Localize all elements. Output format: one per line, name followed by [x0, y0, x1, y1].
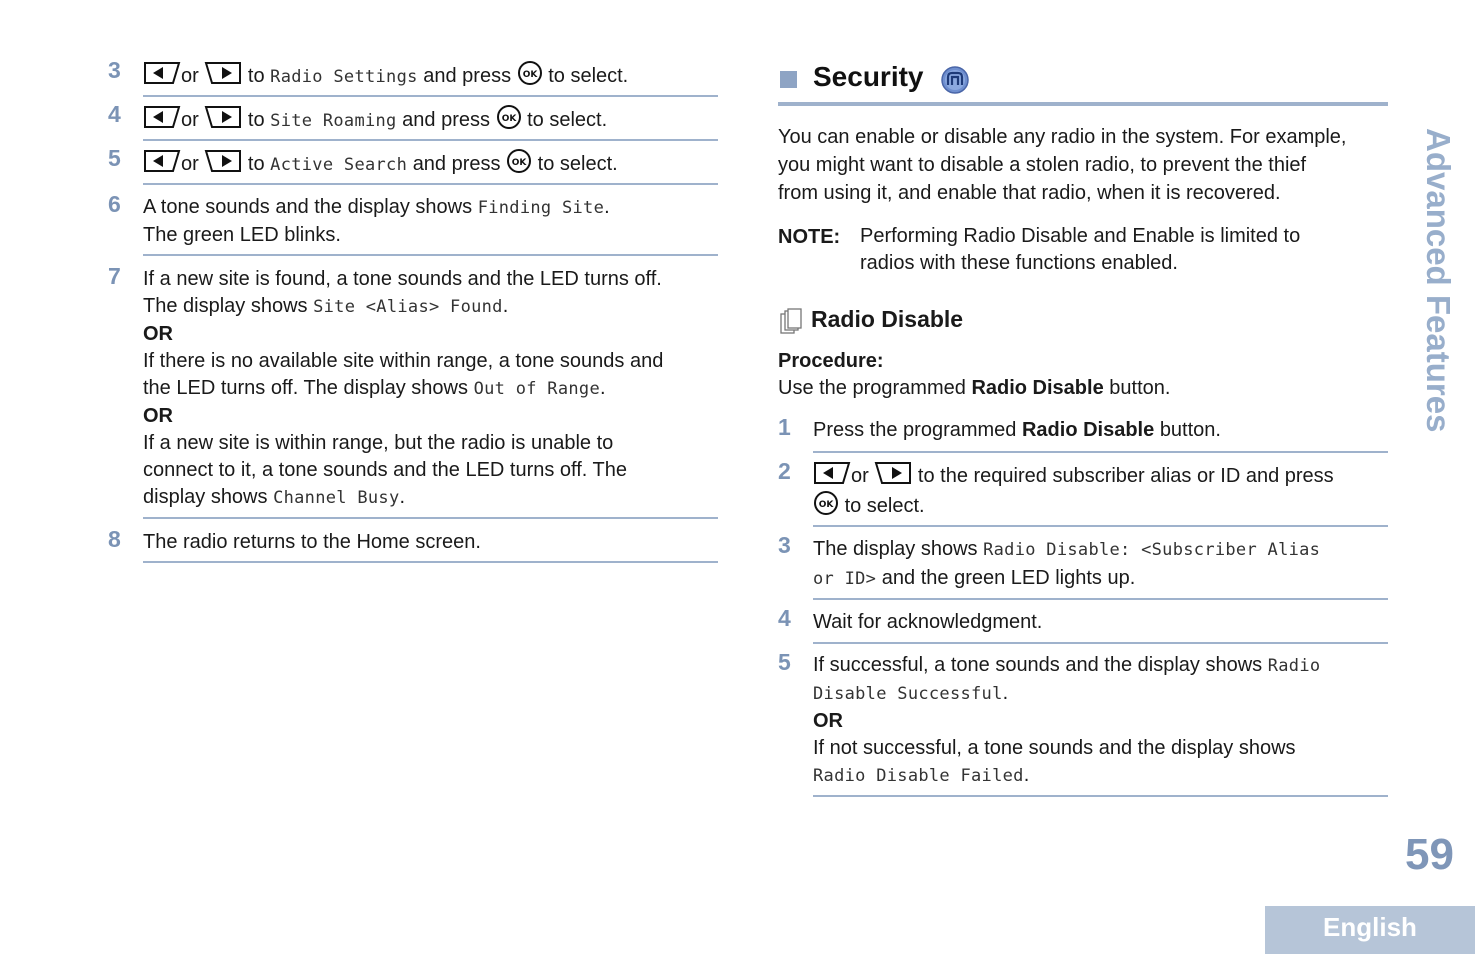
step-1: 1 Press the programmed Radio Disable button.: [778, 417, 1388, 453]
subheading-title: Radio Disable: [811, 306, 964, 332]
display-text: Disable Successful: [813, 684, 1003, 704]
display-text: Site <Alias> Found: [313, 297, 503, 317]
step-number: 3: [108, 57, 121, 83]
or-label: OR: [813, 710, 843, 732]
right-arrow-key-icon: [204, 61, 242, 85]
svg-text:OK: OK: [511, 158, 527, 168]
section-title: Security: [813, 61, 924, 92]
step-7: 7 If a new site is found, a tone sounds and the LED turns off. The display shows Site <Alias> Found. OR If there is no available site within range, a tone sounds and the LED turns off. The display shows Out of Range. OR If a new site is within range, but the radio is unable to connect to it, a tone sounds and the LED turns off. The display shows Channel Busy.: [108, 266, 718, 519]
step-number: 7: [108, 263, 121, 289]
display-text: Radio: [1267, 656, 1321, 676]
left-arrow-key-icon: [143, 149, 181, 173]
ok-button-icon: [496, 104, 522, 130]
step-number: 4: [108, 101, 121, 127]
right-arrow-key-icon: [874, 461, 912, 485]
language-tab: English: [1265, 906, 1475, 954]
display-text: Radio Disable Failed: [813, 766, 1024, 786]
step-number: 8: [108, 526, 121, 552]
display-text: Finding Site: [477, 198, 605, 218]
step-number: 3: [778, 532, 791, 558]
step-3: 3 The display shows Radio Disable: <Subscriber Alias or ID> and the green LED lights up.: [778, 535, 1388, 600]
trunking-feature-icon: [941, 66, 969, 94]
step-5: 5 or to Active Search and press OK to select.: [108, 148, 718, 186]
step-5: 5 If successful, a tone sounds and the display shows Radio Disable Successful. OR If not successful, a tone sounds and the display shows Radio Disable Failed.: [778, 652, 1388, 797]
display-text: Radio Settings: [270, 67, 418, 87]
right-arrow-key-icon: [204, 105, 242, 129]
step-number: 5: [778, 649, 791, 675]
step-8: 8 The radio returns to the Home screen.: [108, 529, 718, 563]
step-number: 6: [108, 191, 121, 217]
right-arrow-key-icon: [204, 149, 242, 173]
radio-disable-step-list: [778, 414, 1388, 797]
or-label: OR: [143, 323, 173, 345]
step-number: 4: [778, 605, 791, 631]
svg-text:OK: OK: [818, 500, 834, 510]
heading-square-icon: [780, 71, 797, 88]
svg-text:OK: OK: [522, 70, 537, 80]
display-text: Active Search: [270, 155, 408, 175]
step-number: 1: [778, 414, 791, 440]
display-text: or ID>: [813, 569, 877, 589]
procedure-label: Procedure:: [778, 350, 884, 372]
step-number: 5: [108, 145, 121, 171]
ok-button-icon: [506, 148, 532, 174]
step-4: 4 Wait for acknowledgment.: [778, 608, 1388, 644]
display-text: Site Roaming: [270, 111, 397, 131]
procedure-icon: [780, 308, 802, 334]
display-text: Out of Range: [473, 379, 600, 399]
step-number: 2: [778, 458, 791, 484]
note-text: Performing Radio Disable and Enable is limited to radios with these functions enabled.: [860, 225, 1301, 274]
step-4: 4 or to Site Roaming and press OK to select.: [108, 104, 718, 142]
left-arrow-key-icon: [813, 461, 851, 485]
display-text: Radio Disable: <Subscriber Alias: [983, 540, 1321, 560]
chapter-side-tab: [1420, 128, 1459, 448]
step-3: 3 or to Radio Settings and press OK to select.: [108, 60, 718, 98]
section-heading-security: [778, 60, 1388, 106]
note-label: NOTE:: [778, 226, 841, 248]
procedure-usage: Use the programmed Radio Disable button.: [778, 377, 1171, 399]
ok-button-icon: [517, 60, 543, 86]
step-6: 6 A tone sounds and the display shows Finding Site. The green LED blinks.: [108, 194, 718, 256]
left-arrow-key-icon: [143, 105, 181, 129]
chapter-title: Advanced Features: [1420, 128, 1457, 433]
security-intro: You can enable or disable any radio in the system. For example, you might want to disable a stolen radio, to prevent the thief from using it, and enable that radio, when it is recovered.: [778, 126, 1347, 204]
page-number: 59: [1405, 830, 1454, 879]
svg-text:OK: OK: [501, 114, 516, 124]
ok-button-icon: [813, 490, 839, 516]
display-text: Channel Busy: [273, 488, 400, 508]
left-step-list: [108, 57, 718, 563]
step-2: 2 or to the required subscriber alias or ID and press OK to select.: [778, 461, 1388, 527]
or-label: OR: [143, 405, 173, 427]
left-arrow-key-icon: [143, 61, 181, 85]
